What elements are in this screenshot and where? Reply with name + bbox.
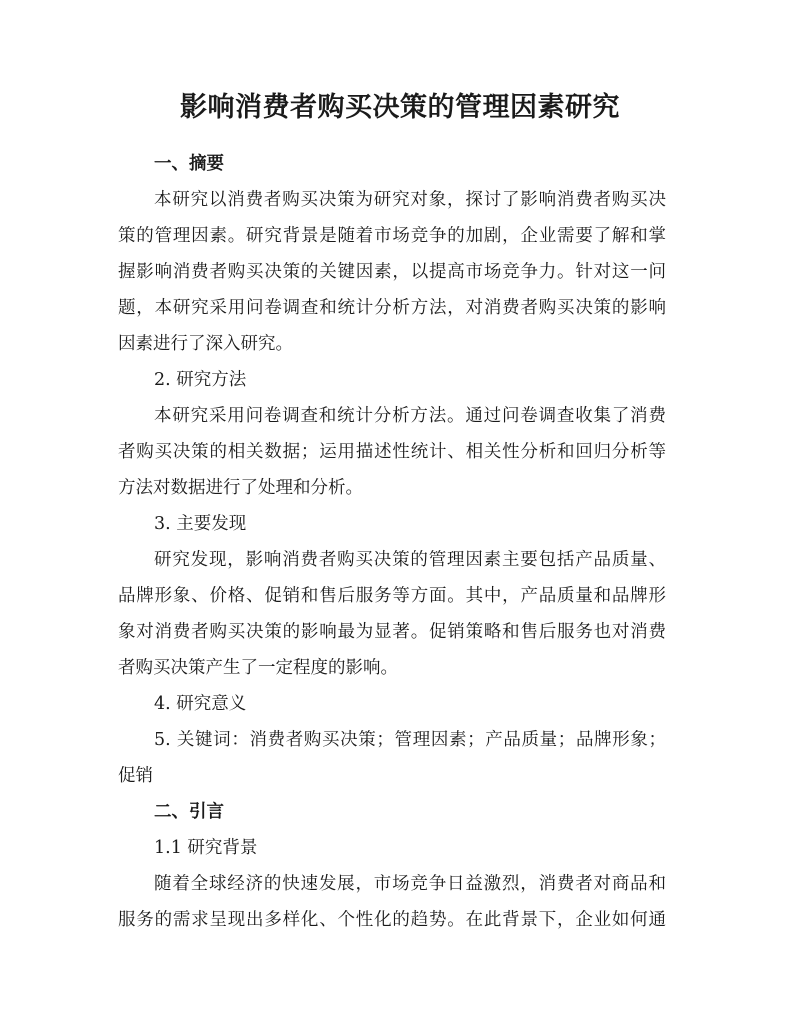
section-heading-introduction: 二、引言 xyxy=(154,802,224,822)
section-heading-abstract: 一、摘要 xyxy=(154,154,224,174)
text-line: 研究发现，影响消费者购买决策的管理因素主要包括产品质量、 xyxy=(154,550,666,570)
subheading-research-background: 1.1 研究背景 xyxy=(154,838,258,858)
text-line: 方法对数据进行了处理和分析。 xyxy=(118,478,363,498)
text-line: 本研究采用问卷调查和统计分析方法。通过问卷调查收集了消费 xyxy=(154,406,666,426)
text-line: 品牌形象、价格、促销和售后服务等方面。其中，产品质量和品牌形 xyxy=(118,586,666,606)
text-line: 策的管理因素。研究背景是随着市场竞争的加剧，企业需要了解和掌 xyxy=(118,226,666,246)
text-line: 随着全球经济的快速发展，市场竞争日益激烈，消费者对商品和 xyxy=(154,874,666,894)
subheading-significance: 4. 研究意义 xyxy=(154,694,247,714)
subheading-research-method: 2. 研究方法 xyxy=(154,370,247,390)
keywords-line: 5. 关键词：消费者购买决策；管理因素；产品质量；品牌形象； xyxy=(154,730,666,750)
text-line: 象对消费者购买决策的影响最为显著。促销策略和售后服务也对消费 xyxy=(118,622,666,642)
document-body xyxy=(118,146,666,938)
text-line: 本研究以消费者购买决策为研究对象，探讨了影响消费者购买决 xyxy=(154,190,666,210)
text-line: 者购买决策的相关数据；运用描述性统计、相关性分析和回归分析等 xyxy=(118,442,666,462)
subheading-main-findings: 3. 主要发现 xyxy=(154,514,247,534)
text-line: 服务的需求呈现出多样化、个性化的趋势。在此背景下，企业如何通 xyxy=(118,910,666,930)
keywords-line-continued: 促销 xyxy=(118,766,153,786)
text-line: 者购买决策产生了一定程度的影响。 xyxy=(118,658,398,678)
text-line: 握影响消费者购买决策的关键因素，以提高市场竞争力。针对这一问 xyxy=(118,262,666,282)
text-line: 因素进行了深入研究。 xyxy=(118,334,293,354)
text-line: 题，本研究采用问卷调查和统计分析方法，对消费者购买决策的影响 xyxy=(118,298,666,318)
document-title: 影响消费者购买决策的管理因素研究 xyxy=(180,92,620,123)
